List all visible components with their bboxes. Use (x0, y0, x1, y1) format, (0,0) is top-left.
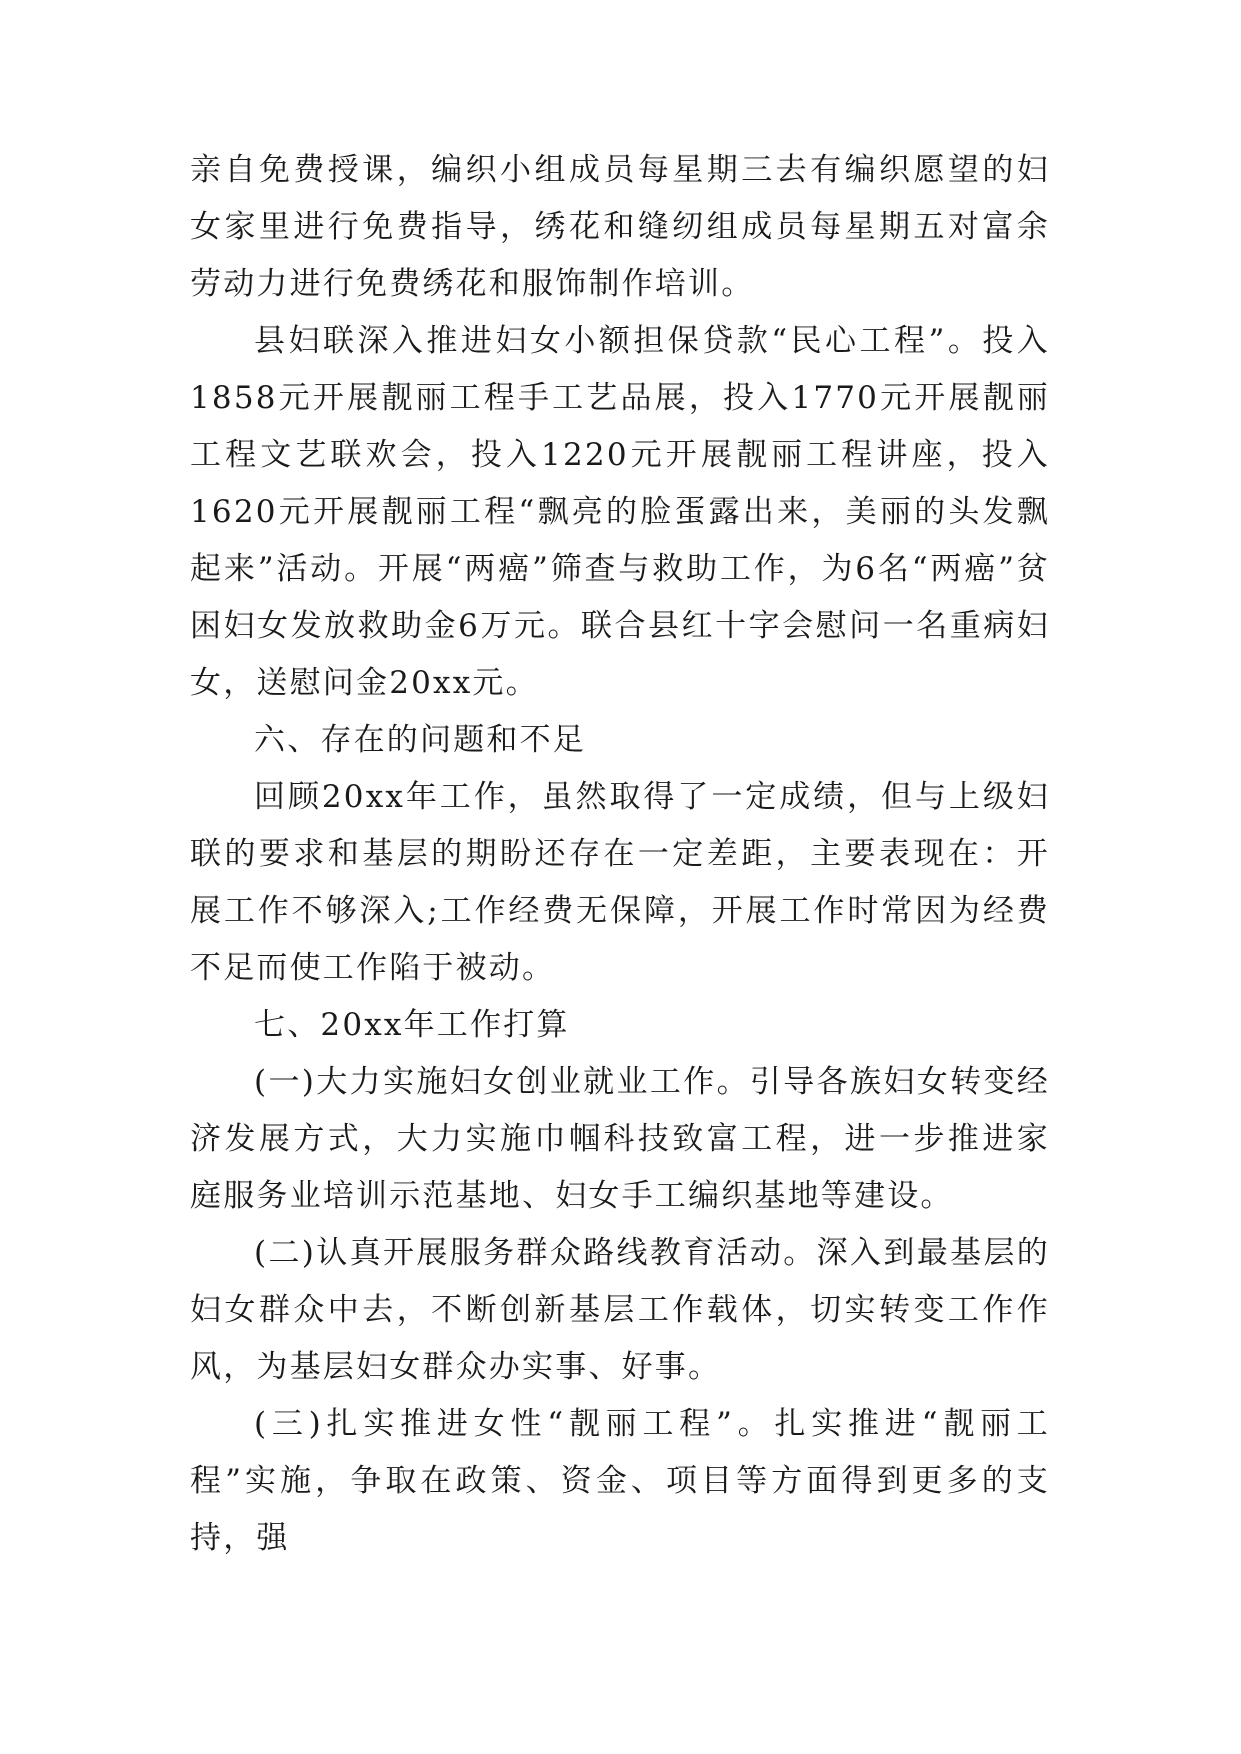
paragraph-women-federation-projects: 县妇联深入推进妇女小额担保贷款“民心工程”。投入1858元开展靓丽工程手工艺品展，投入1770元开展靓丽工程文艺联欢会，投入1220元开展靓丽工程讲座，投入1620元开展靓丽工程“飘亮的脸蛋露出来，美丽的头发飘起来”活动。开展“两癌”筛查与救助工作，为6名“两癌”贫困妇女发放救助金6万元。联合县红十字会慰问一名重病妇女，送慰问金20xx元。 (190, 323, 1050, 701)
paragraph-plan-three: (三)扎实推进女性“靓丽工程”。扎实推进“靓丽工程”实施，争取在政策、资金、项目等方面得到更多的支持，强 (190, 1406, 1050, 1556)
paragraph-continuation: 亲自免费授课，编织小组成员每星期三去有编织愿望的妇女家里进行免费指导，绣花和缝纫组成员每星期五对富余劳动力进行免费绣花和服饰制作培训。 (190, 152, 1050, 302)
paragraph-plan-two: (二)认真开展服务群众路线教育活动。深入到最基层的妇女群众中去，不断创新基层工作载体，切实转变工作作风，为基层妇女群众办实事、好事。 (190, 1235, 1050, 1385)
section-heading-problems: 六、存在的问题和不足 (254, 722, 586, 758)
paragraph-plan-one: (一)大力实施妇女创业就业工作。引导各族妇女转变经济发展方式，大力实施巾帼科技致富工程，进一步推进家庭服务业培训示范基地、妇女手工编织基地等建设。 (190, 1064, 1050, 1214)
section-heading-plans: 七、20xx年工作打算 (254, 1007, 570, 1043)
paragraph-review: 回顾20xx年工作，虽然取得了一定成绩，但与上级妇联的要求和基层的期盼还存在一定差距，主要表现在：开展工作不够深入;工作经费无保障，开展工作时常因为经费不足而使工作陷于被动。 (190, 779, 1050, 986)
document-body (190, 142, 1050, 1567)
